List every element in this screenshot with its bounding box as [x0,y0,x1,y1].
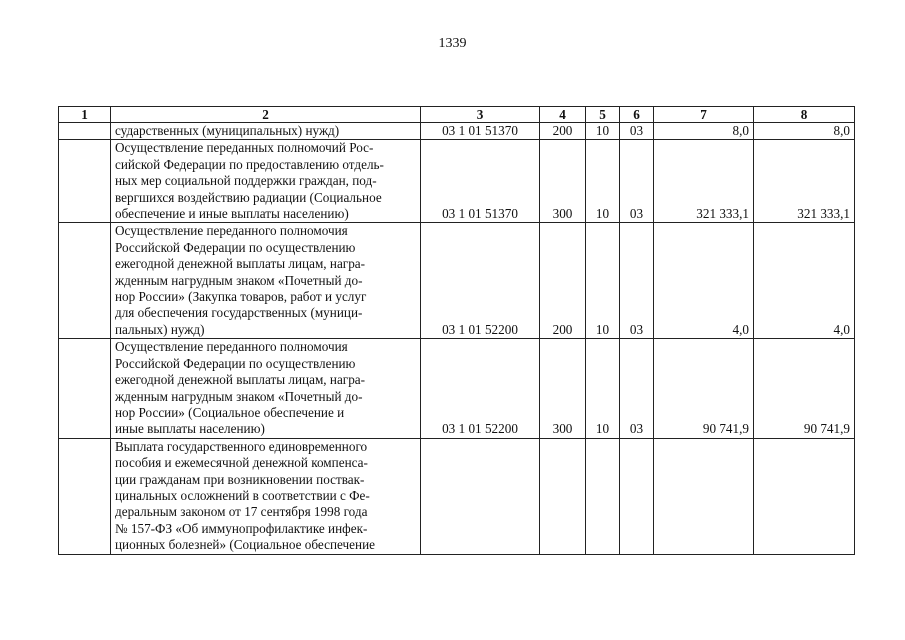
row-description [111,438,421,554]
row-rz [586,438,620,554]
row-code: 03 1 01 52200 [421,223,540,339]
row-amount-8: 321 333,1 [754,140,855,223]
description-line: жденным нагрудным знаком «Почетный до- [115,272,363,288]
table-row [59,223,855,339]
description-line: обеспечение и иные выплаты населению) [115,206,349,222]
table-row [59,140,855,223]
description-line: вергшихся воздействию радиации (Социальное [115,189,382,205]
header-col-8: 8 [754,107,855,123]
description-line: Российской Федерации по осуществлению [115,355,356,371]
description-line: ционных болезней» (Социальное обеспечение [115,537,375,553]
table-row [59,438,855,554]
row-code: 03 1 01 51370 [421,123,540,140]
row-col-1 [59,123,111,140]
row-rz: 10 [586,123,620,140]
row-description [111,123,421,140]
description-line: сийской Федерации по предоставлению отдель- [115,156,384,172]
description-line: сударственных (муниципальных) нужд) [115,123,340,138]
row-amount-7 [654,438,754,554]
description-line: нор России» (Социальное обеспечение и [115,404,345,420]
row-amount-8 [754,438,855,554]
row-amount-7: 321 333,1 [654,140,754,223]
description-line: ежегодной денежной выплаты лицам, награ- [115,372,366,388]
row-pr: 03 [620,123,654,140]
header-col-7: 7 [654,107,754,123]
header-col-1: 1 [59,107,111,123]
table-row [59,123,855,140]
header-col-3: 3 [421,107,540,123]
header-col-2: 2 [111,107,421,123]
description-line: для обеспечения государственных (муници- [115,305,363,321]
description-line: пальных) нужд) [115,321,205,337]
row-vr [540,438,586,554]
description-line: ных мер социальной поддержки граждан, под- [115,173,377,189]
row-code: 03 1 01 52200 [421,339,540,438]
description-line: деральным законом от 17 сентября 1998 года [115,504,368,520]
row-pr [620,438,654,554]
row-col-1 [59,140,111,223]
row-rz: 10 [586,223,620,339]
row-amount-8: 90 741,9 [754,339,855,438]
description-line: Осуществление переданного полномочия [115,339,348,355]
description-line: ежегодной денежной выплаты лицам, награ- [115,256,366,272]
row-pr: 03 [620,223,654,339]
row-code [421,438,540,554]
header-col-5: 5 [586,107,620,123]
row-vr: 200 [540,223,586,339]
row-col-1 [59,223,111,339]
description-line: жденным нагрудным знаком «Почетный до- [115,388,363,404]
table-body [59,123,855,555]
description-line: № 157-ФЗ «Об иммунопрофилактике инфек- [115,520,368,536]
description-line: нор России» (Закупка товаров, работ и услуг [115,289,367,305]
row-rz: 10 [586,140,620,223]
row-amount-8: 4,0 [754,223,855,339]
row-description [111,140,421,223]
row-col-1 [59,339,111,438]
row-pr: 03 [620,339,654,438]
row-description [111,223,421,339]
row-vr: 300 [540,339,586,438]
description-line: пособия и ежемесячной денежной компенса- [115,455,368,471]
table-header-row [59,107,855,123]
budget-table [58,106,855,555]
description-line: цинальных осложнений в соответствии с Фе- [115,487,370,503]
description-line: Осуществление переданного полномочия [115,223,348,239]
description-line: Осуществление переданных полномочий Рос- [115,140,374,156]
row-description [111,339,421,438]
row-code: 03 1 01 51370 [421,140,540,223]
header-col-6: 6 [620,107,654,123]
row-amount-8: 8,0 [754,123,855,140]
row-rz: 10 [586,339,620,438]
row-amount-7: 4,0 [654,223,754,339]
table-row [59,339,855,438]
row-vr: 200 [540,123,586,140]
row-pr: 03 [620,140,654,223]
row-col-1 [59,438,111,554]
description-line: Выплата государственного единовременного [115,438,368,454]
row-amount-7: 8,0 [654,123,754,140]
description-line: Российской Федерации по осуществлению [115,239,356,255]
description-line: иные выплаты населению) [115,421,265,437]
description-line: ции гражданам при возникновении поствак- [115,471,365,487]
row-vr: 300 [540,140,586,223]
header-col-4: 4 [540,107,586,123]
row-amount-7: 90 741,9 [654,339,754,438]
page-number: 1339 [438,36,467,51]
